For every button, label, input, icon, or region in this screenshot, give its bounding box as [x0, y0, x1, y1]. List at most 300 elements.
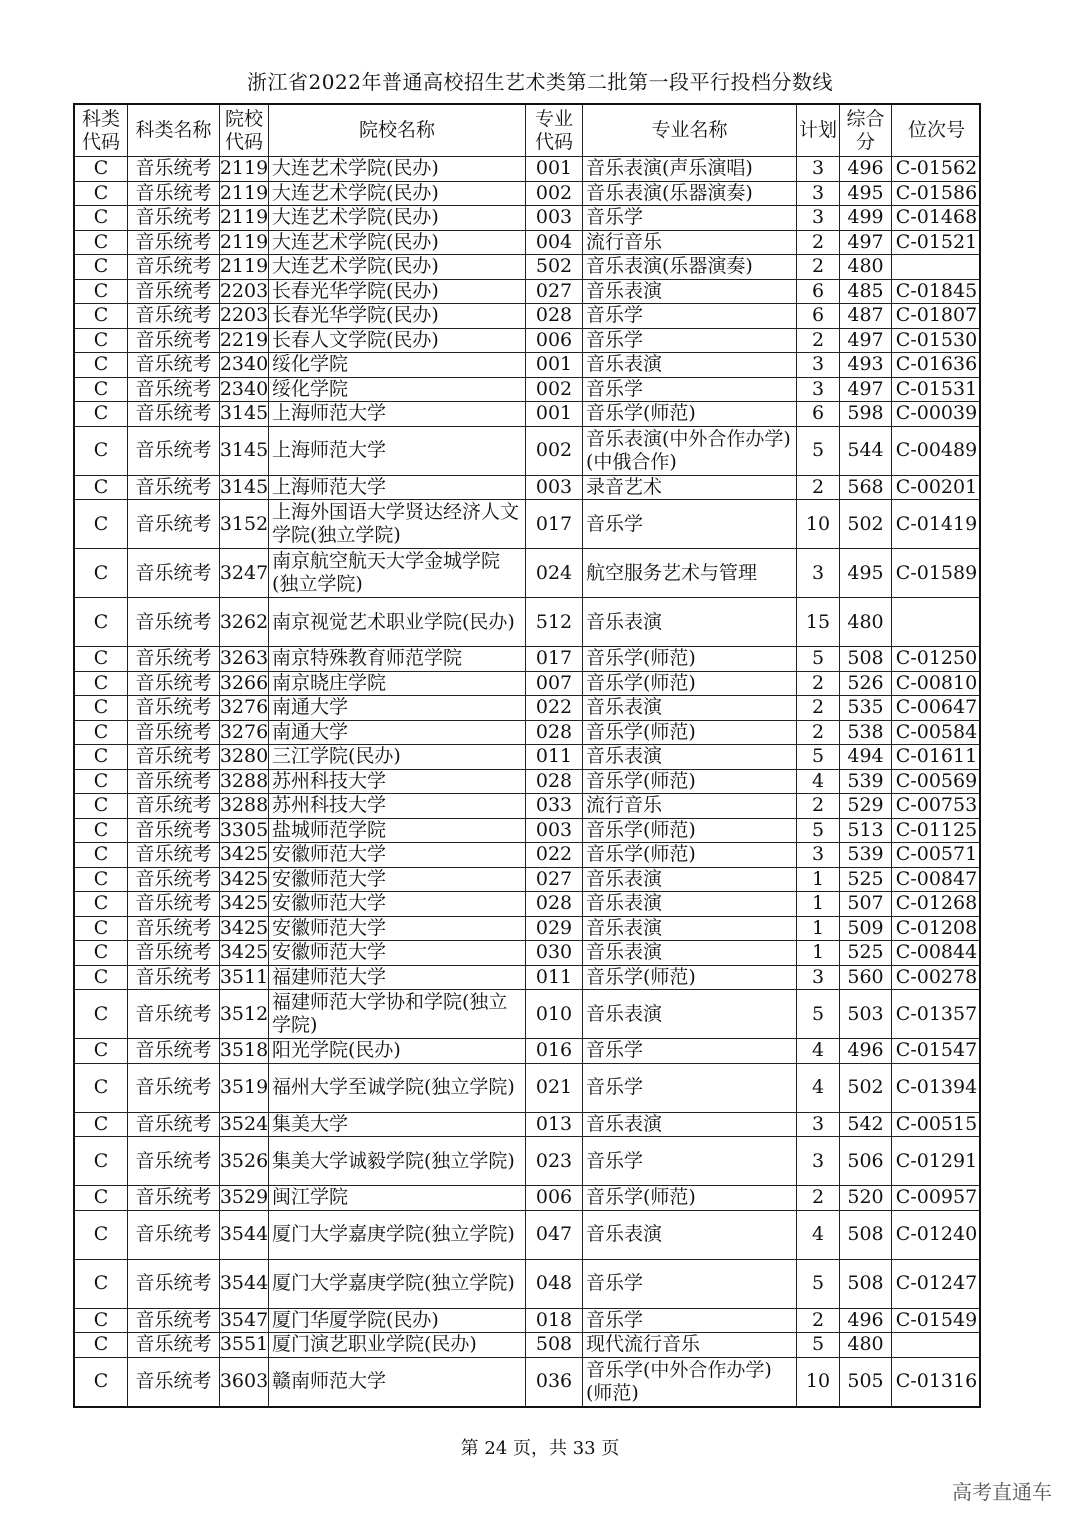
- cell-major-name: 音乐表演: [582, 1113, 796, 1137]
- cell-major-code: 013: [525, 1113, 582, 1137]
- cell-school-code: 3518: [219, 1039, 268, 1062]
- cell-rank: C-00844: [891, 941, 981, 965]
- table-row: [75, 989, 979, 1038]
- cell-plan: 2: [796, 672, 839, 696]
- cell-school-name: 南京视觉艺术职业学院(民办): [268, 598, 525, 646]
- cell-major-code: 006: [525, 329, 582, 353]
- cell-rank: C-01521: [891, 231, 981, 255]
- cell-major-code: 024: [525, 549, 582, 597]
- table-row: [75, 328, 979, 353]
- cell-school-code: 3305: [219, 818, 268, 841]
- cell-school-code: 3262: [219, 598, 268, 646]
- cell-score: 598: [839, 402, 891, 426]
- cell-category-name: 音乐统考: [127, 476, 219, 500]
- cell-category-code: C: [93, 512, 109, 535]
- cell-school-name: 苏州科技大学: [268, 770, 525, 794]
- header-category-code: 科类代码: [81, 107, 120, 153]
- cell-school-name: 绥化学院: [268, 353, 525, 377]
- cell-school-code: 2119: [219, 255, 268, 278]
- cell-category-code: C: [93, 377, 109, 400]
- cell-score: 495: [839, 182, 891, 206]
- cell-school-code: 3425: [219, 916, 268, 939]
- cell-rank: C-00515: [891, 1113, 981, 1137]
- cell-school-name: 南京航空航天大学金城学院(独立学院): [268, 549, 525, 597]
- cell-category-name: 音乐统考: [127, 500, 219, 548]
- cell-rank: C-00753: [891, 794, 981, 818]
- cell-school-name: 绥化学院: [268, 378, 525, 402]
- cell-school-name: 厦门大学嘉庚学院(独立学院): [268, 1260, 525, 1308]
- cell-school-name: 上海外国语大学贤达经济人文学院(独立学院): [268, 500, 525, 548]
- cell-major-code: 030: [525, 941, 582, 965]
- cell-major-code: 512: [525, 598, 582, 646]
- cell-major-code: 022: [525, 843, 582, 867]
- table-row: [75, 352, 979, 377]
- cell-major-code: 018: [525, 1309, 582, 1333]
- cell-score: 496: [839, 157, 891, 181]
- cell-category-code: C: [93, 916, 109, 939]
- cell-category-name: 音乐统考: [127, 917, 219, 941]
- cell-major-name: 音乐表演(乐器演奏): [582, 182, 796, 206]
- cell-school-name: 长春光华学院(民办): [268, 304, 525, 328]
- cell-rank: [891, 255, 981, 279]
- cell-major-name: 音乐学(师范): [582, 402, 796, 426]
- table-row: [75, 744, 979, 769]
- cell-plan: 10: [796, 500, 839, 548]
- cell-school-name: 大连艺术学院(民办): [268, 231, 525, 255]
- cell-major-code: 023: [525, 1137, 582, 1185]
- cell-rank: C-00039: [891, 402, 981, 426]
- cell-major-code: 001: [525, 402, 582, 426]
- cell-major-code: 007: [525, 672, 582, 696]
- cell-school-name: 厦门华厦学院(民办): [268, 1309, 525, 1333]
- cell-category-code: C: [93, 843, 109, 866]
- cell-school-name: 厦门大学嘉庚学院(独立学院): [268, 1211, 525, 1259]
- cell-school-code: 2119: [219, 206, 268, 229]
- cell-school-code: 3263: [219, 647, 268, 670]
- table-row: [75, 1038, 979, 1063]
- cell-school-name: 上海师范大学: [268, 476, 525, 500]
- cell-school-code: 2203: [219, 304, 268, 327]
- cell-score: 497: [839, 329, 891, 353]
- watermark: 高考直通车: [952, 1480, 1052, 1504]
- table-row: [75, 1210, 979, 1259]
- cell-category-name: 音乐统考: [127, 304, 219, 328]
- cell-score: 535: [839, 696, 891, 720]
- cell-rank: C-00584: [891, 721, 981, 745]
- cell-plan: 5: [796, 1333, 839, 1357]
- cell-major-code: 006: [525, 1186, 582, 1210]
- cell-category-code: C: [93, 353, 109, 376]
- cell-plan: 6: [796, 304, 839, 328]
- cell-score: 485: [839, 280, 891, 304]
- cell-major-name: 音乐表演(乐器演奏): [582, 255, 796, 279]
- cell-major-name: 音乐表演: [582, 598, 796, 646]
- cell-rank: C-01316: [891, 1358, 981, 1406]
- cell-score: 503: [839, 990, 891, 1038]
- cell-category-code: C: [93, 157, 109, 180]
- cell-major-name: 音乐表演: [582, 280, 796, 304]
- table-row: [75, 1185, 979, 1210]
- cell-major-name: 音乐学(师范): [582, 843, 796, 867]
- cell-category-name: 音乐统考: [127, 1064, 219, 1112]
- cell-score: 568: [839, 476, 891, 500]
- cell-rank: C-00571: [891, 843, 981, 867]
- cell-score: 497: [839, 231, 891, 255]
- cell-score: 480: [839, 255, 891, 279]
- cell-school-name: 厦门演艺职业学院(民办): [268, 1333, 525, 1357]
- cell-major-name: 音乐表演: [582, 917, 796, 941]
- cell-category-code: C: [93, 1002, 109, 1025]
- cell-rank: C-01357: [891, 990, 981, 1038]
- cell-category-code: C: [93, 1076, 109, 1098]
- cell-category-code: C: [93, 671, 109, 694]
- cell-category-name: 音乐统考: [127, 1211, 219, 1259]
- cell-major-code: 033: [525, 794, 582, 818]
- cell-category-code: C: [93, 892, 109, 915]
- cell-school-name: 集美大学: [268, 1113, 525, 1137]
- cell-category-name: 音乐统考: [127, 231, 219, 255]
- table-row: [75, 377, 979, 402]
- cell-plan: 4: [796, 1064, 839, 1112]
- cell-school-name: 大连艺术学院(民办): [268, 157, 525, 181]
- cell-major-name: 音乐学(师范): [582, 1186, 796, 1210]
- cell-major-name: 音乐学(师范): [582, 819, 796, 843]
- header-rank: 位次号: [891, 105, 981, 156]
- header-plan: 计划: [796, 105, 839, 156]
- table-row: [75, 499, 979, 548]
- cell-category-name: 音乐统考: [127, 990, 219, 1038]
- cell-major-name: 现代流行音乐: [582, 1333, 796, 1357]
- cell-school-code: 3551: [219, 1333, 268, 1356]
- cell-plan: 5: [796, 647, 839, 671]
- cell-category-name: 音乐统考: [127, 427, 219, 475]
- table-row: [75, 426, 979, 475]
- cell-school-code: 3425: [219, 867, 268, 890]
- cell-major-name: 音乐学: [582, 1137, 796, 1185]
- cell-plan: 6: [796, 402, 839, 426]
- table-row: [75, 695, 979, 720]
- cell-school-name: 安徽师范大学: [268, 917, 525, 941]
- cell-rank: C-00847: [891, 868, 981, 892]
- cell-school-code: 3519: [219, 1064, 268, 1112]
- cell-score: 508: [839, 1211, 891, 1259]
- cell-plan: 5: [796, 427, 839, 475]
- cell-category-code: C: [93, 206, 109, 229]
- cell-school-name: 大连艺术学院(民办): [268, 182, 525, 206]
- cell-school-code: 3288: [219, 794, 268, 817]
- table-row: [75, 1308, 979, 1333]
- cell-major-code: 017: [525, 647, 582, 671]
- cell-category-code: C: [93, 941, 109, 964]
- cell-score: 499: [839, 206, 891, 230]
- cell-major-code: 002: [525, 427, 582, 475]
- table-row: [75, 965, 979, 990]
- cell-major-code: 003: [525, 206, 582, 230]
- cell-school-code: 2119: [219, 157, 268, 180]
- cell-category-code: C: [93, 1149, 109, 1172]
- cell-score: 542: [839, 1113, 891, 1137]
- cell-category-code: C: [93, 1112, 109, 1135]
- cell-major-name: 音乐学: [582, 378, 796, 402]
- cell-score: 502: [839, 500, 891, 548]
- cell-major-code: 027: [525, 280, 582, 304]
- cell-category-name: 音乐统考: [127, 1260, 219, 1308]
- cell-category-code: C: [93, 965, 109, 988]
- cell-school-name: 南通大学: [268, 696, 525, 720]
- cell-rank: C-00201: [891, 476, 981, 500]
- cell-school-code: 3511: [219, 965, 268, 988]
- cell-category-name: 音乐统考: [127, 966, 219, 990]
- table-row: [75, 769, 979, 794]
- cell-school-code: 3266: [219, 671, 268, 694]
- cell-school-name: 安徽师范大学: [268, 843, 525, 867]
- cell-score: 506: [839, 1137, 891, 1185]
- cell-major-code: 002: [525, 182, 582, 206]
- cell-category-code: C: [93, 818, 109, 841]
- cell-score: 480: [839, 598, 891, 646]
- cell-school-name: 安徽师范大学: [268, 892, 525, 916]
- cell-major-code: 502: [525, 255, 582, 279]
- cell-major-code: 001: [525, 157, 582, 181]
- cell-rank: C-01291: [891, 1137, 981, 1185]
- cell-school-name: 福建师范大学协和学院(独立学院): [268, 990, 525, 1038]
- cell-school-name: 三江学院(民办): [268, 745, 525, 769]
- header-score: 综合分: [839, 105, 891, 156]
- cell-category-name: 音乐统考: [127, 182, 219, 206]
- cell-major-name: 音乐学(师范): [582, 721, 796, 745]
- cell-plan: 3: [796, 206, 839, 230]
- table-row: [75, 891, 979, 916]
- cell-category-code: C: [93, 1333, 109, 1356]
- cell-rank: C-01250: [891, 647, 981, 671]
- cell-plan: 2: [796, 1309, 839, 1333]
- table-row: [75, 254, 979, 279]
- cell-school-name: 阳光学院(民办): [268, 1039, 525, 1063]
- cell-category-name: 音乐统考: [127, 1137, 219, 1185]
- cell-school-name: 南京晓庄学院: [268, 672, 525, 696]
- cell-category-name: 音乐统考: [127, 819, 219, 843]
- cell-major-code: 028: [525, 892, 582, 916]
- cell-school-name: 集美大学诚毅学院(独立学院): [268, 1137, 525, 1185]
- cell-rank: C-01562: [891, 157, 981, 181]
- cell-school-name: 长春人文学院(民办): [268, 329, 525, 353]
- cell-category-code: C: [93, 402, 109, 425]
- cell-rank: C-01547: [891, 1039, 981, 1063]
- cell-score: 539: [839, 770, 891, 794]
- cell-major-name: 录音艺术: [582, 476, 796, 500]
- table-row: [75, 1332, 979, 1357]
- cell-major-name: 音乐表演: [582, 745, 796, 769]
- cell-rank: C-01636: [891, 353, 981, 377]
- table-row: [75, 818, 979, 843]
- cell-rank: C-01611: [891, 745, 981, 769]
- cell-category-code: C: [93, 610, 109, 633]
- table-row: [75, 793, 979, 818]
- cell-score: 493: [839, 353, 891, 377]
- cell-plan: 5: [796, 990, 839, 1038]
- cell-rank: [891, 598, 981, 646]
- page-number: 第 24 页，共 33 页: [460, 1438, 620, 1459]
- cell-major-name: 音乐表演: [582, 990, 796, 1038]
- header-school-name: 院校名称: [268, 105, 525, 156]
- cell-plan: 1: [796, 868, 839, 892]
- cell-category-name: 音乐统考: [127, 353, 219, 377]
- cell-plan: 3: [796, 1113, 839, 1137]
- cell-score: 507: [839, 892, 891, 916]
- cell-category-code: C: [93, 769, 109, 792]
- cell-school-code: 3603: [219, 1358, 268, 1406]
- cell-plan: 4: [796, 1039, 839, 1063]
- cell-rank: C-01530: [891, 329, 981, 353]
- cell-category-code: C: [93, 647, 109, 670]
- header-major-code: 专业代码: [525, 105, 582, 156]
- cell-school-code: 3547: [219, 1308, 268, 1331]
- table-header: [75, 105, 979, 156]
- cell-category-name: 音乐统考: [127, 672, 219, 696]
- cell-major-name: 音乐学(师范): [582, 647, 796, 671]
- cell-major-name: 音乐表演(声乐演唱): [582, 157, 796, 181]
- cell-major-name: 音乐学: [582, 206, 796, 230]
- cell-score: 520: [839, 1186, 891, 1210]
- cell-plan: 2: [796, 794, 839, 818]
- cell-category-code: C: [93, 794, 109, 817]
- cell-category-name: 音乐统考: [127, 329, 219, 353]
- cell-plan: 1: [796, 917, 839, 941]
- cell-category-name: 音乐统考: [127, 1186, 219, 1210]
- cell-school-name: 苏州科技大学: [268, 794, 525, 818]
- cell-rank: C-01468: [891, 206, 981, 230]
- cell-major-code: 036: [525, 1358, 582, 1406]
- cell-category-name: 音乐统考: [127, 941, 219, 965]
- cell-major-name: 音乐学: [582, 1064, 796, 1112]
- cell-score: 509: [839, 917, 891, 941]
- cell-category-code: C: [93, 181, 109, 204]
- cell-category-name: 音乐统考: [127, 696, 219, 720]
- cell-rank: C-01549: [891, 1309, 981, 1333]
- cell-plan: 2: [796, 231, 839, 255]
- table-row: [75, 842, 979, 867]
- cell-major-code: 016: [525, 1039, 582, 1063]
- cell-plan: 3: [796, 378, 839, 402]
- cell-score: 494: [839, 745, 891, 769]
- cell-score: 495: [839, 549, 891, 597]
- cell-rank: C-01268: [891, 892, 981, 916]
- cell-category-code: C: [93, 1272, 109, 1294]
- cell-major-name: 音乐学: [582, 1039, 796, 1063]
- cell-score: 505: [839, 1358, 891, 1406]
- cell-plan: 2: [796, 476, 839, 500]
- cell-major-code: 508: [525, 1333, 582, 1357]
- cell-category-code: C: [93, 720, 109, 743]
- cell-school-name: 赣南师范大学: [268, 1358, 525, 1406]
- cell-category-name: 音乐统考: [127, 1333, 219, 1357]
- cell-major-name: 音乐学: [582, 1309, 796, 1333]
- cell-score: 526: [839, 672, 891, 696]
- cell-category-code: C: [93, 745, 109, 768]
- cell-major-name: 音乐表演: [582, 353, 796, 377]
- cell-score: 544: [839, 427, 891, 475]
- cell-school-code: 2340: [219, 377, 268, 400]
- cell-category-code: C: [93, 1223, 109, 1245]
- cell-plan: 5: [796, 819, 839, 843]
- cell-major-code: 048: [525, 1260, 582, 1308]
- cell-school-code: 3529: [219, 1186, 268, 1209]
- cell-rank: C-01419: [891, 500, 981, 548]
- cell-major-code: 003: [525, 819, 582, 843]
- cell-school-name: 安徽师范大学: [268, 868, 525, 892]
- table-row: [75, 1112, 979, 1137]
- cell-category-name: 音乐统考: [127, 794, 219, 818]
- cell-school-name: 大连艺术学院(民办): [268, 255, 525, 279]
- cell-category-code: C: [93, 439, 109, 461]
- cell-major-name: 航空服务艺术与管理: [582, 549, 796, 597]
- cell-rank: C-01125: [891, 819, 981, 843]
- cell-rank: C-00278: [891, 966, 981, 990]
- cell-major-name: 音乐表演: [582, 892, 796, 916]
- cell-rank: C-00810: [891, 672, 981, 696]
- cell-score: 496: [839, 1039, 891, 1063]
- cell-rank: C-01240: [891, 1211, 981, 1259]
- cell-rank: C-00957: [891, 1186, 981, 1210]
- cell-plan: 3: [796, 353, 839, 377]
- cell-rank: C-00647: [891, 696, 981, 720]
- table-row: [75, 181, 979, 206]
- cell-category-code: C: [93, 696, 109, 719]
- cell-school-code: 3425: [219, 843, 268, 866]
- cell-school-name: 安徽师范大学: [268, 941, 525, 965]
- cell-category-name: 音乐统考: [127, 157, 219, 181]
- table-row: [75, 1063, 979, 1112]
- table-row: [75, 720, 979, 745]
- cell-major-name: 音乐表演(中外合作办学)(中俄合作): [582, 427, 796, 475]
- score-table: [73, 103, 981, 1408]
- cell-category-name: 音乐统考: [127, 647, 219, 671]
- cell-score: 496: [839, 1309, 891, 1333]
- cell-rank: C-01394: [891, 1064, 981, 1112]
- cell-category-name: 音乐统考: [127, 868, 219, 892]
- cell-major-name: 音乐学(师范): [582, 966, 796, 990]
- cell-score: 538: [839, 721, 891, 745]
- cell-category-code: C: [93, 867, 109, 890]
- cell-category-code: C: [93, 304, 109, 327]
- cell-rank: C-01247: [891, 1260, 981, 1308]
- cell-rank: C-01807: [891, 304, 981, 328]
- cell-school-code: 2203: [219, 279, 268, 302]
- cell-category-name: 音乐统考: [127, 255, 219, 279]
- cell-category-code: C: [93, 279, 109, 302]
- cell-category-code: C: [93, 475, 109, 498]
- cell-school-code: 3276: [219, 720, 268, 743]
- cell-major-name: 音乐表演: [582, 1211, 796, 1259]
- cell-score: 513: [839, 819, 891, 843]
- cell-rank: C-01845: [891, 280, 981, 304]
- cell-major-code: 021: [525, 1064, 582, 1112]
- cell-category-code: C: [93, 230, 109, 253]
- cell-school-code: 2119: [219, 181, 268, 204]
- cell-category-name: 音乐统考: [127, 892, 219, 916]
- cell-school-code: 3544: [219, 1260, 268, 1308]
- table-row: [75, 401, 979, 426]
- cell-category-name: 音乐统考: [127, 402, 219, 426]
- cell-school-name: 福建师范大学: [268, 966, 525, 990]
- table-row: [75, 916, 979, 941]
- cell-school-code: 3425: [219, 941, 268, 964]
- cell-score: 539: [839, 843, 891, 867]
- cell-major-name: 音乐学: [582, 1260, 796, 1308]
- cell-category-name: 音乐统考: [127, 549, 219, 597]
- cell-school-code: 3152: [219, 500, 268, 548]
- cell-plan: 15: [796, 598, 839, 646]
